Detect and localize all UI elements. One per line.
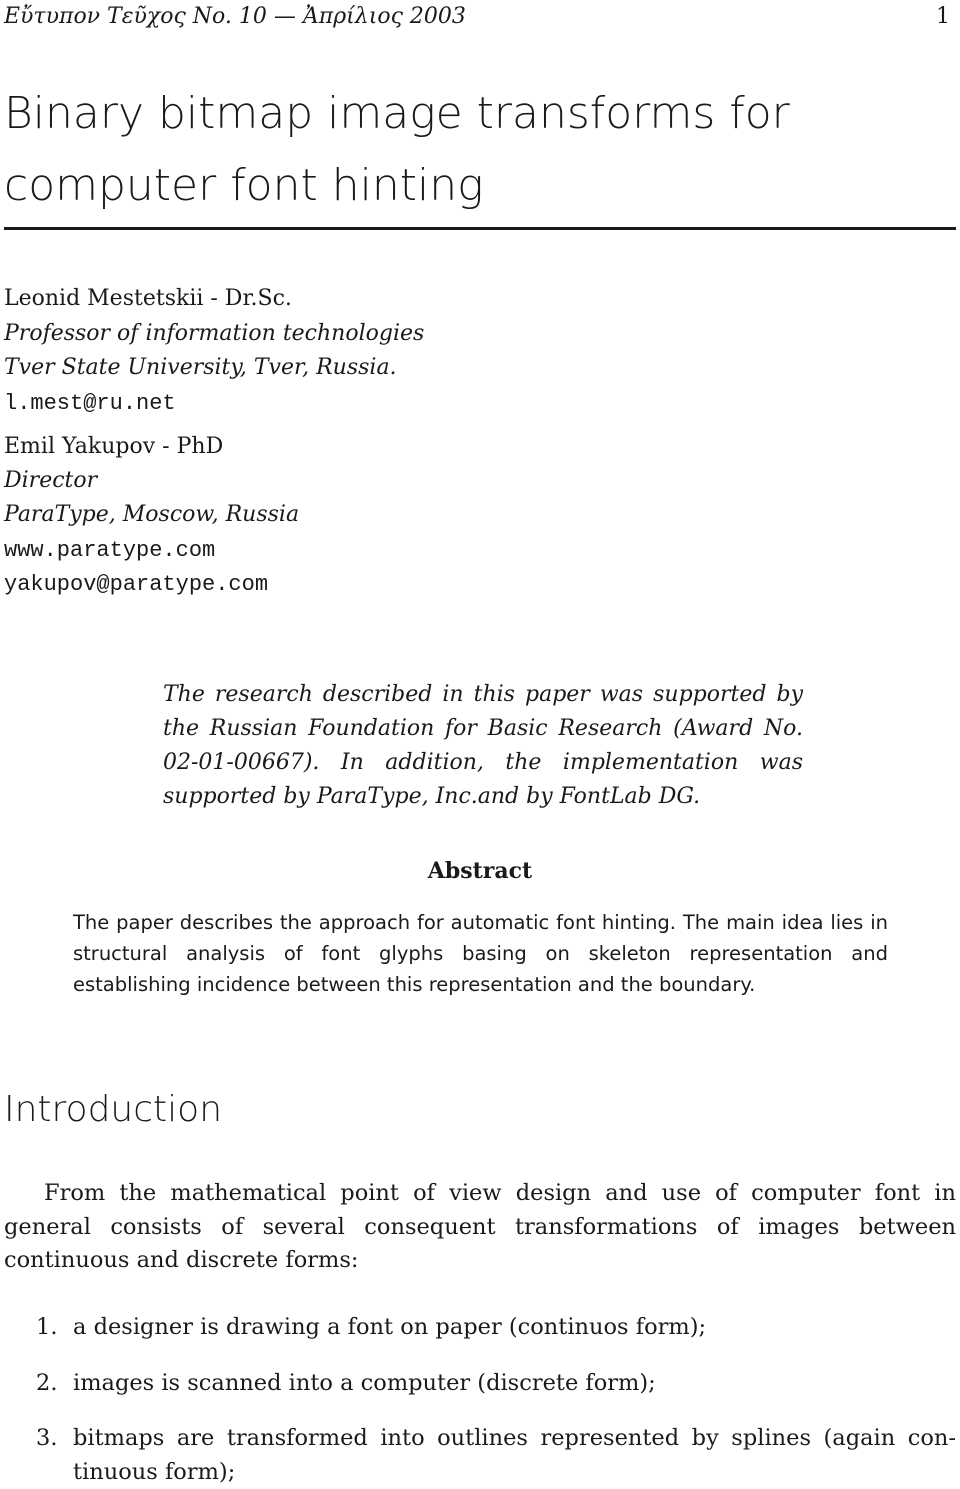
paper-title [4,78,790,222]
author-2-website[interactable]: www.paratype.com [4,538,216,563]
author-1-position: Professor of information technologies [4,321,425,346]
title-line-2: computer font hinting [4,160,484,211]
abstract-body: The paper describes the approach for automatic font hinting. The main idea lies in structural analysis of font glyphs basing on skeleton representation and establishing incidence between this representation and the boundary. [73,911,888,996]
title-rule [4,227,956,230]
author-2-organization: ParaType, Moscow, Russia [4,502,300,527]
list-item-number: 1. [36,1314,58,1340]
list-item-number: 3. [36,1425,58,1451]
author-2-email[interactable]: yakupov@paratype.com [4,572,269,597]
list-item-text: bitmaps are transformed into outlines represented by splines (again continuous form); [73,1425,956,1485]
author-1-name: Leonid Mestetskii - Dr.Sc. [4,286,292,311]
author-1-email[interactable]: l.mest@ru.net [4,391,176,416]
introduction-heading: Introduction [4,1089,223,1130]
running-head: Εὔτυπον Τεῦχος No. 10 — Ἀπρίλιος 2003 [4,4,466,29]
abstract-heading: Abstract [427,858,533,884]
list-item-text: images is scanned into a computer (discrete form); [73,1370,656,1396]
author-2-name: Emil Yakupov - PhD [4,434,224,459]
list-item [36,1422,956,1489]
title-line-1: Binary bitmap image transforms for [4,88,790,139]
introduction-paragraph: From the mathematical point of view design and use of computer font in general consists of several consequent transformations of images between continuous and discrete forms: [4,1180,956,1273]
page-number: 1 [936,4,950,29]
list-item [36,1367,956,1401]
list-item-text: a designer is drawing a font on paper (continuos form); [73,1314,707,1340]
author-2-position: Director [4,468,98,493]
list-item [36,1311,956,1345]
list-item-number: 2. [36,1370,58,1396]
author-1-organization: Tver State University, Tver, Russia. [4,355,397,380]
funding-note: The research described in this paper was supported by the Russian Foundation for Basic Research (Award No. 02-01-00667). In addition, the implementation was supported by ParaType, Inc.and by FontLab DG. [163,682,803,809]
